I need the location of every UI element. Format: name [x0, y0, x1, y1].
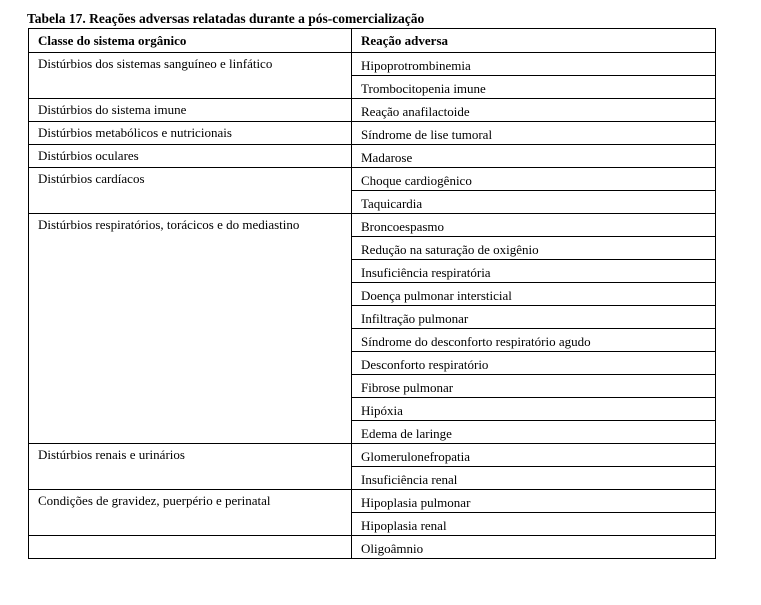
adverse-reaction-cell: Desconforto respiratório	[352, 352, 716, 375]
adverse-reaction-cell: Trombocitopenia imune	[352, 76, 716, 99]
adverse-reaction-cell: Edema de laringe	[352, 421, 716, 444]
table-row	[29, 490, 716, 513]
adverse-reaction-cell: Hipoplasia renal	[352, 513, 716, 536]
organ-class-cell: Distúrbios oculares	[29, 145, 352, 168]
table-row	[29, 122, 716, 145]
adverse-reaction-cell: Reação anafilactoide	[352, 99, 716, 122]
table-row	[29, 444, 716, 467]
table-row	[29, 214, 716, 237]
adverse-reaction-cell: Doença pulmonar intersticial	[352, 283, 716, 306]
organ-class-cell: Distúrbios dos sistemas sanguíneo e linfático	[29, 53, 352, 99]
table-caption: Tabela 17. Reações adversas relatadas durante a pós-comercialização	[27, 11, 425, 26]
table-row	[29, 145, 716, 168]
adverse-reaction-cell: Infiltração pulmonar	[352, 306, 716, 329]
adverse-reaction-cell: Choque cardiogênico	[352, 168, 716, 191]
header-organ-class: Classe do sistema orgânico	[29, 29, 352, 53]
table-row	[29, 53, 716, 76]
organ-class-cell: Distúrbios renais e urinários	[29, 444, 352, 490]
organ-class-cell: Distúrbios metabólicos e nutricionais	[29, 122, 352, 145]
organ-class-cell: Distúrbios do sistema imune	[29, 99, 352, 122]
organ-class-cell: Distúrbios respiratórios, torácicos e do mediastino	[29, 214, 352, 444]
adverse-reaction-cell: Taquicardia	[352, 191, 716, 214]
adverse-reaction-cell: Fibrose pulmonar	[352, 375, 716, 398]
adverse-reaction-cell: Insuficiência renal	[352, 467, 716, 490]
adverse-reaction-cell: Hipoplasia pulmonar	[352, 490, 716, 513]
adverse-reaction-cell: Broncoespasmo	[352, 214, 716, 237]
adverse-reaction-cell: Hipóxia	[352, 398, 716, 421]
table-body	[29, 53, 716, 559]
adverse-reaction-cell: Glomerulonefropatia	[352, 444, 716, 467]
organ-class-cell	[29, 536, 352, 559]
adverse-reaction-cell: Oligoâmnio	[352, 536, 716, 559]
organ-class-cell: Distúrbios cardíacos	[29, 168, 352, 214]
adverse-reactions-table	[28, 28, 716, 559]
adverse-reaction-cell: Insuficiência respiratória	[352, 260, 716, 283]
table-row	[29, 168, 716, 191]
table-header-row	[29, 29, 716, 53]
adverse-reaction-cell: Madarose	[352, 145, 716, 168]
organ-class-cell: Condições de gravidez, puerpério e perinatal	[29, 490, 352, 536]
adverse-reaction-cell: Síndrome de lise tumoral	[352, 122, 716, 145]
adverse-reaction-cell: Hipoprotrombinemia	[352, 53, 716, 76]
table-row	[29, 99, 716, 122]
adverse-reaction-cell: Redução na saturação de oxigênio	[352, 237, 716, 260]
adverse-reaction-cell: Síndrome do desconforto respiratório agudo	[352, 329, 716, 352]
table-row	[29, 536, 716, 559]
header-adverse-reaction: Reação adversa	[352, 29, 716, 53]
